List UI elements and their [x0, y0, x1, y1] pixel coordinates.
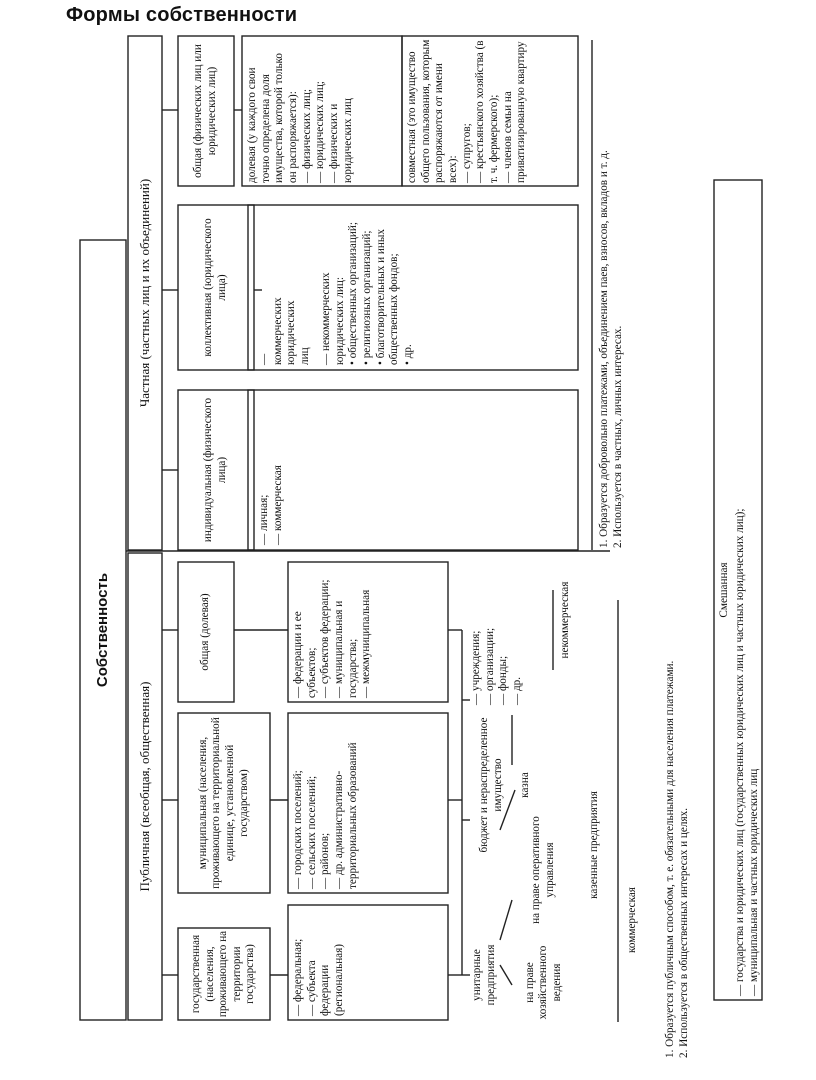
private-header: Частная (частных лиц и их объединений) — [137, 178, 153, 408]
private-collective-list-2: — некоммерческих юридических лиц: • общественных организаций; • религиозных организаций; • благотворительных и иных общественных фондов; • др. — [320, 222, 414, 365]
economic-mgmt-label: на праве хозяйственного ведения — [523, 945, 563, 1020]
private-common-label: общая (физических лиц или юридических лиц) — [192, 44, 218, 178]
state-enterprises-label: казенные предприятия — [588, 791, 601, 899]
commercial-label: коммерческая — [626, 887, 639, 953]
mixed-list: — государства и юридических лиц (государственных юридических лиц и частных юридических лиц); — муниципальная и частных юридических лиц — [734, 508, 760, 996]
connector — [500, 965, 512, 985]
connector — [500, 900, 512, 940]
private-shared: долевая (у каждого свои точно определена доля имущества, которой только он распоряжается): — физических лиц; — юридических лиц; — физических и юридических лиц — [246, 52, 354, 183]
private-collective-list-1: — коммерческих юридических лиц — [258, 297, 311, 365]
private-collective-label: коллективная (юридического лица) — [202, 218, 228, 357]
page-title: Формы собственности — [66, 4, 298, 26]
unitary-label: унитарные предприятия — [471, 944, 497, 1006]
budget-label: бюджет и нераспределенное имущество — [478, 717, 504, 853]
public-state-label: государственная (населения, проживающего на территории государства) — [189, 930, 257, 1018]
root-label: Собственность — [93, 572, 111, 688]
public-municipal-label: муниципальная (населения, проживающего на территориальной единице, установленной государством) — [196, 717, 250, 889]
public-municipal-list: — городских поселений; — сельских поселений; — районов; — др. административно-территориальных образований — [292, 742, 359, 889]
treasury-label: казна — [519, 772, 532, 798]
private-joint: совместная (это имущество общего пользования, которым распоряжаются от имени всех): — супругов; — крестьянского хозяйства (в т. ч. фермерского); — членов семьи на приватизированную квартиру — [406, 39, 528, 183]
private-individual-label: индивидуальная (физического лица) — [202, 397, 228, 543]
private-note: 1. Образуется добровольно платежами, объединением паев, взносов, вкладов и т. д. 2. Используется в частных, личных интересах. — [598, 150, 624, 548]
public-common-label: общая (долевая) — [199, 593, 212, 671]
public-note: 1. Образуется публичным способом, т. е. обязательными для населения платежами. 2. Используется в общественных интересах и целях. — [664, 660, 690, 1058]
mixed-title: Смешанная — [718, 562, 731, 618]
public-header: Публичная (всеобщая, общественная) — [137, 681, 153, 892]
noncommercial-list: — учреждения; — организации; — фонды; — др. — [470, 627, 523, 705]
noncommercial-label: некоммерческая — [559, 581, 572, 659]
public-common-list: — федерации и ее субъектов; — субъектов федерации; — муниципальная и государства; — межмуниципальная — [292, 579, 373, 698]
operational-mgmt-label: на праве оперативного управления — [530, 816, 556, 924]
private-individual-list: — личная; — коммерческая — [258, 465, 284, 545]
public-state-list: — федеральная; — субъекта федерации (региональная) — [292, 938, 345, 1016]
